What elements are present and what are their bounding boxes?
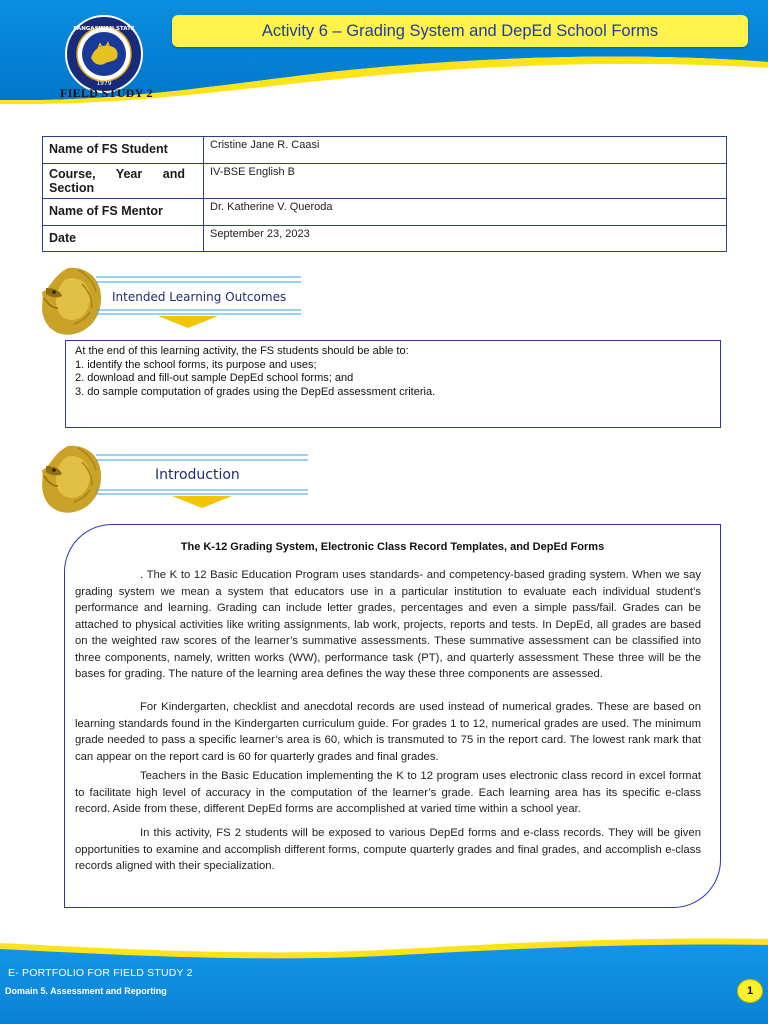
introduction-paragraph <box>75 699 701 765</box>
info-value: Dr. Katherine V. Queroda <box>204 199 727 226</box>
introduction-heading: Introduction <box>155 467 240 483</box>
paragraph-text: Teachers in the Basic Education implementing the K to 12 program uses electronic class record in excel format to facilitate high level of accuracy in the computation of the learner’s grade. Each learning area has its specific e-class record. Aside from these, different DepEd forms are accomplished at varied time within a school year. <box>75 770 701 815</box>
info-value: Cristine Jane R. Caasi <box>204 137 727 164</box>
footer-banner <box>0 935 768 1024</box>
table-row <box>43 164 727 199</box>
lion-head-icon <box>38 264 104 338</box>
info-value: September 23, 2023 <box>204 226 727 252</box>
activity-title: Activity 6 – Grading System and DepEd School Forms <box>172 15 748 47</box>
student-info-table <box>42 136 727 252</box>
paragraph-text: For Kindergarten, checklist and anecdotal records are used instead of numerical grades. These are based on learning standards found in the Kindergarten curriculum guide. For grades 1 to 12, numerical grades are used. The minimum grade needed to pass a specific learner’s area is 60, which is transmuted to 75 in the report card. The lowest rank mark that can appear on the report card is 60 for quarterly grades and final grades. <box>75 701 701 763</box>
outcome-item: 2. download and fill-out sample DepEd school forms; and <box>75 372 354 384</box>
outcome-item: 1. identify the school forms, its purpose and uses; <box>75 358 317 371</box>
introduction-paragraph <box>75 567 701 683</box>
outcome-item: 3. do sample computation of grades using the DepEd assessment criteria. <box>75 385 436 398</box>
program-label: FIELD STUDY 2 <box>60 86 153 100</box>
introduction-paragraph <box>75 768 701 818</box>
page-number-badge: 1 <box>737 979 763 1003</box>
introduction-paragraph <box>75 825 701 875</box>
svg-text:1979: 1979 <box>96 80 112 87</box>
learning-outcomes-box <box>65 340 721 428</box>
info-label: Date <box>43 226 204 252</box>
lion-head-icon <box>38 442 104 516</box>
outcomes-heading: Intended Learning Outcomes <box>112 290 287 304</box>
footer-portfolio-label: E- PORTFOLIO FOR FIELD STUDY 2 <box>8 967 193 979</box>
introduction-title: The K-12 Grading System, Electronic Class Record Templates, and DepEd Forms <box>180 541 605 553</box>
course-year-section-label: Course, Year and Section <box>49 167 185 195</box>
info-label: Name of FS Mentor <box>43 199 204 226</box>
info-value: IV-BSE English B <box>204 164 727 199</box>
table-row <box>43 137 727 164</box>
paragraph-text: In this activity, FS 2 students will be exposed to various DepEd forms and e-class records. They will be given opportunities to examine and accomplish different forms, compute quarterly grades and final grades, and accomplish e-class records aligned with their specialization. <box>75 827 701 872</box>
footer-domain-label: Domain 5. Assessment and Reporting <box>5 986 167 996</box>
info-label <box>43 164 204 199</box>
university-seal-logo <box>64 14 144 94</box>
outcomes-intro: At the end of this learning activity, the FS students should be able to: <box>75 345 409 357</box>
table-row <box>43 226 727 252</box>
info-label: Name of FS Student <box>43 137 204 164</box>
svg-text:PANGASINAN STATE: PANGASINAN STATE <box>73 26 135 32</box>
table-row <box>43 199 727 226</box>
paragraph-text: . The K to 12 Basic Education Program uses standards- and competency-based grading system. When we say grading system we mean a system that educators use in a particular institution to evaluate each individual student’s performance and learning. Grading can include letter grades, percentages and even a simple pass/fail. Grades can be attached to physical activities like writing assignments, lab work, projects, reports and tests. In DepEd, all grades are based on the weighted raw scores of the learner’s summative assessments. These summative assessment can be classified into three components, namely, written works (WW), performance task (PT), and quarterly assessment These three will be the bases for grading. The nature of the learning area defines the way these three components are assessed. <box>75 569 701 680</box>
